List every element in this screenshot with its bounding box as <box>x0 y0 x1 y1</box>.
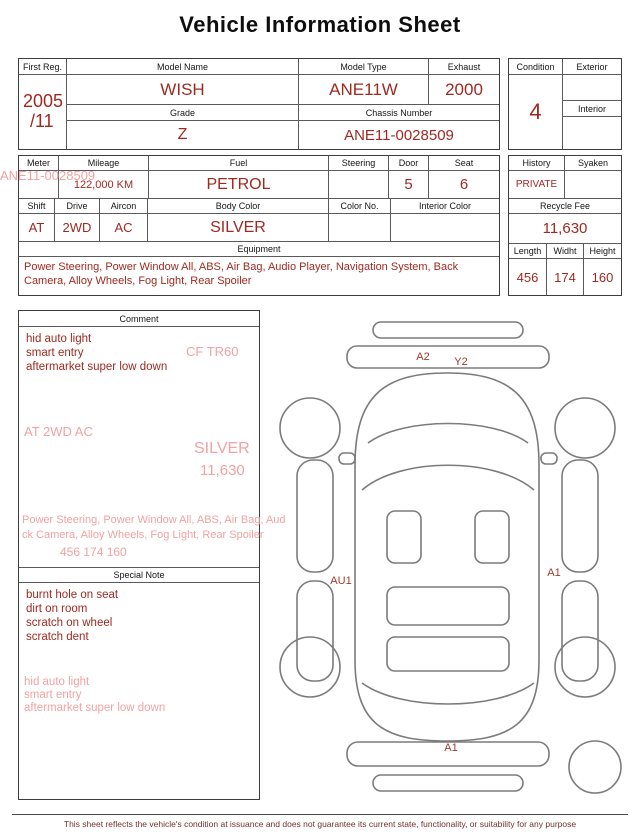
history-label-row <box>509 156 621 171</box>
width-value: 174 <box>547 259 584 295</box>
front-bumper <box>347 346 549 368</box>
front-plate-bar <box>373 322 523 338</box>
syaken-value-cell <box>565 171 621 198</box>
dimension-value-row <box>509 259 621 295</box>
exterior-grade-cell <box>563 75 621 101</box>
door-label: Door <box>389 156 429 170</box>
notes-column <box>18 310 260 800</box>
model-name-value: WISH <box>67 75 299 105</box>
rear-window-line <box>362 683 534 704</box>
comment-line: hid auto light <box>26 333 92 345</box>
ghost-text: SILVER <box>194 440 250 457</box>
driver-seat <box>387 511 421 563</box>
windshield-line <box>362 465 534 490</box>
ghost-text: ck Camera, Alloy Wheels, Fog Light, Rear Spoiler <box>22 529 264 541</box>
height-label: Height <box>589 246 616 256</box>
body-color-value: SILVER <box>148 214 329 241</box>
steering-label: Steering <box>329 156 389 170</box>
door-value: 5 <box>389 171 429 198</box>
comment-line: aftermarket super low down <box>26 361 168 374</box>
special-note-line: scratch on wheel <box>26 617 113 630</box>
seat-value: 6 <box>459 176 469 193</box>
history-table <box>508 155 622 296</box>
color-no-label: Color No. <box>329 199 391 213</box>
page-title: Vehicle Information Sheet <box>179 12 461 37</box>
passenger-seat <box>475 511 509 563</box>
steering-value-cell <box>329 171 389 198</box>
special-note-body <box>19 583 259 799</box>
aircon-label: Aircon <box>100 199 148 213</box>
exhaust-value: 2000 <box>429 75 499 105</box>
shift-value: AT <box>19 214 55 241</box>
spec-label-row-2 <box>19 199 499 214</box>
ghost-text: ANE11-0028509 <box>0 168 96 183</box>
fuel-label: Fuel <box>149 156 329 170</box>
right-mirror <box>541 453 557 464</box>
ghost-text: aftermarket super low down <box>24 702 166 714</box>
car-diagram <box>265 315 630 805</box>
equipment-list: Power Steering, Power Window All, ABS, Air Bag, Audio Player, Navigation System, Back Camera, Alloy Wheels, Fog Light, Rear Spoiler <box>24 261 459 288</box>
ghost-text: 456 174 160 <box>60 545 127 559</box>
ghost-text: hid auto light <box>24 676 90 688</box>
recycle-fee-label: Recycle Fee <box>539 201 591 211</box>
meter-value-cell <box>19 171 59 198</box>
grade-value: Z <box>67 121 299 149</box>
first-reg-value <box>19 75 67 149</box>
damage-mark-y2: Y2 <box>454 356 468 368</box>
first-reg-month: /11 <box>30 111 54 131</box>
wheel-rear-left <box>280 637 340 697</box>
rear-seat-bench <box>387 637 509 671</box>
wheel-rear-right <box>555 637 615 697</box>
drive-value: 2WD <box>55 214 100 241</box>
chassis-number-label: Chassis Number <box>299 105 499 121</box>
seat-label: Seat <box>454 158 474 168</box>
special-note-header: Special Note <box>19 567 259 583</box>
syaken-label: Syaken <box>577 158 609 168</box>
shift-label: Shift <box>19 199 55 213</box>
condition-label: Condition <box>509 59 563 75</box>
ghost-text: smart entry <box>24 689 82 701</box>
wheel-front-right <box>555 398 615 458</box>
damage-mark-a1-right: A1 <box>547 567 561 579</box>
ghost-text: AT 2WD AC <box>24 424 93 439</box>
chassis-number-value: ANE11-0028509 <box>344 126 454 144</box>
model-name-label: Model Name <box>67 59 299 75</box>
left-front-panel <box>297 460 333 572</box>
spec-table <box>18 155 500 296</box>
recycle-fee-value-row <box>509 214 621 244</box>
length-label: Length <box>509 244 547 258</box>
grade-label: Grade <box>67 105 299 121</box>
first-reg-label: First Reg. <box>19 59 67 75</box>
wheel-front-left <box>280 398 340 458</box>
damage-mark-a2: A2 <box>416 351 430 363</box>
right-rear-panel <box>562 581 598 681</box>
history-label: History <box>509 156 565 170</box>
comment-header: Comment <box>19 311 259 327</box>
aircon-value: AC <box>100 214 148 241</box>
damage-mark-a1-bottom: A1 <box>444 742 458 754</box>
mileage-label: Mileage <box>59 156 149 170</box>
equipment-label: Equipment <box>237 244 281 254</box>
comment-line: smart entry <box>26 347 84 360</box>
spec-value-row-1 <box>19 171 499 199</box>
first-reg-year: 2005 <box>23 91 64 112</box>
recycle-fee-value: 11,630 <box>542 220 588 237</box>
spec-label-row-1 <box>19 156 499 171</box>
ghost-text: 11,630 <box>200 462 245 479</box>
comment-body <box>19 327 259 567</box>
damage-mark-au1: AU1 <box>330 575 352 587</box>
mileage-value: 122,000 KM <box>59 171 149 198</box>
body-color-label: Body Color <box>148 199 329 213</box>
ghost-text: Power Steering, Power Window All, ABS, Air Bag, Aud <box>22 514 286 526</box>
interior-label: Interior <box>563 101 621 117</box>
drive-label: Drive <box>55 199 100 213</box>
recycle-fee-label-row <box>509 199 621 214</box>
spare-wheel <box>569 741 621 793</box>
special-note-line: scratch dent <box>26 631 89 644</box>
car-body-outline <box>355 373 539 741</box>
history-value-row <box>509 171 621 199</box>
condition-table <box>508 58 622 150</box>
exterior-label: Exterior <box>563 59 621 75</box>
model-type-label: Model Type <box>299 59 429 75</box>
left-mirror <box>339 453 355 464</box>
condition-value: 4 <box>509 75 563 149</box>
height-value: 160 <box>591 269 614 285</box>
registration-table <box>18 58 500 150</box>
hood-line <box>368 424 528 444</box>
special-note-line: dirt on room <box>26 603 88 616</box>
equipment-header-row <box>19 242 499 257</box>
dimension-label-row <box>509 244 621 259</box>
fuel-value: PETROL <box>149 171 329 198</box>
interior-grade-cell <box>563 117 621 149</box>
ghost-text: CF TR60 <box>186 344 239 359</box>
special-note-line: burnt hole on seat <box>26 589 119 601</box>
middle-seat-bench <box>387 587 509 625</box>
history-value: PRIVATE <box>509 171 565 198</box>
rear-plate-bar <box>373 775 523 791</box>
interior-color-value-cell <box>391 214 499 241</box>
left-rear-panel <box>297 581 333 681</box>
right-front-panel <box>562 460 598 572</box>
exhaust-label: Exhaust <box>429 59 499 75</box>
spec-value-row-2 <box>19 214 499 242</box>
model-type-value: ANE11W <box>299 75 429 105</box>
disclaimer-text: This sheet reflects the vehicle's condition at issuance and does not guarantee its current state, functionality, or suitability for any purpose <box>12 814 628 829</box>
color-no-value-cell <box>329 214 391 241</box>
length-value: 456 <box>509 259 547 295</box>
interior-color-label: Interior Color <box>418 201 472 211</box>
width-label: Widht <box>547 244 584 258</box>
meter-label: Meter <box>19 156 59 170</box>
